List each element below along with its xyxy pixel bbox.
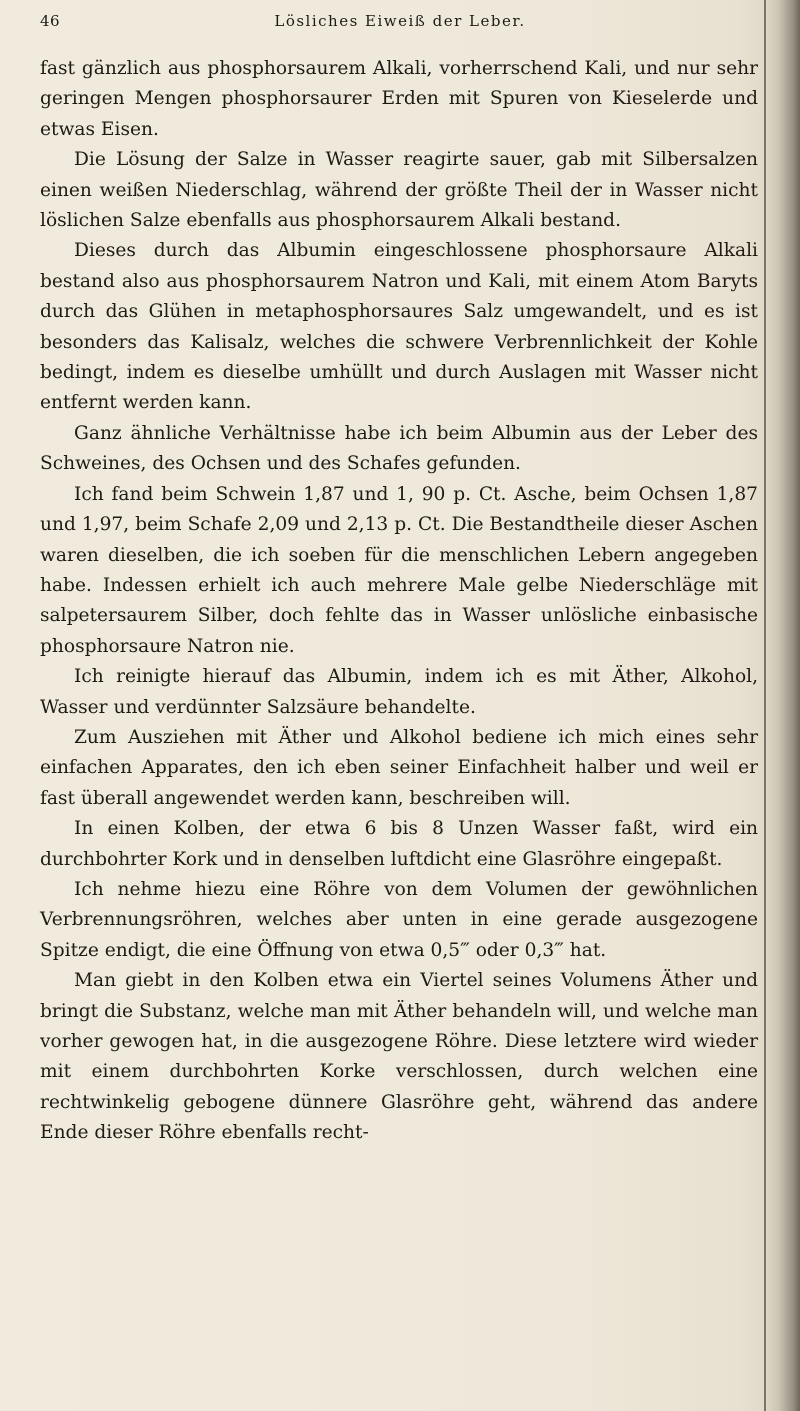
body-text <box>40 54 758 1149</box>
paragraph: Ich fand beim Schwein 1,87 und 1, 90 p. Ct. Asche, beim Ochsen 1,87 und 1,97, beim Schafe 2,09 und 2,13 p. Ct. Die Bestandtheile dieser Aschen waren dieselben, die ich soeben für die menschlichen Lebern angegeben habe. Indessen erhielt ich auch mehrere Male gelbe Niederschläge mit salpetersaurem Silber, doch fehlte das in Wasser unlösliche einbasische phosphorsaure Natron nie. <box>40 483 758 657</box>
paragraph: Ganz ähnliche Verhältnisse habe ich beim Albumin aus der Leber des Schweines, des Ochsen und des Schafes gefunden. <box>40 422 758 475</box>
page-number: 46 <box>40 12 61 30</box>
page-gutter-line <box>764 0 766 1411</box>
paragraph: Dieses durch das Albumin eingeschlossene phosphorsaure Alkali bestand also aus phosphorsaurem Natron und Kali, mit einem Atom Baryts durch das Glühen in metaphosphorsaures Salz umgewandelt, und es ist besonders das Kalisalz, welches die schwere Verbrennlichkeit der Kohle bedingt, indem es dieselbe umhüllt und durch Auslagen mit Wasser nicht entfernt werden kann. <box>40 240 758 414</box>
page-header <box>40 10 760 38</box>
running-head: Lösliches Eiweiß der Leber. <box>274 12 526 30</box>
paragraph: Ich nehme hiezu eine Röhre von dem Volumen der gewöhnlichen Verbrennungsröhren, welches aber unten in eine gerade ausgezogene Spitze endigt, die eine Öffnung von etwa 0,5‴ oder 0,3‴ hat. <box>40 878 758 961</box>
paragraph: Die Lösung der Salze in Wasser reagirte sauer, gab mit Silbersalzen einen weißen Niederschlag, während der größte Theil der in Wasser nicht löslichen Salze ebenfalls aus phosphorsaurem Alkali bestand. <box>40 149 758 232</box>
paragraph: Zum Ausziehen mit Äther und Alkohol bediene ich mich eines sehr einfachen Apparates, den ich eben seiner Einfachheit halber und weil er fast überall angewendet werden kann, beschreiben will. <box>40 726 758 809</box>
paragraph: In einen Kolben, der etwa 6 bis 8 Unzen Wasser faßt, wird ein durchbohrter Kork und in denselben luftdicht eine Glasröhre eingepaßt. <box>40 818 758 870</box>
paragraph: Man giebt in den Kolben etwa ein Viertel seines Volumens Äther und bringt die Substanz, welche man mit Äther behandeln will, und welche man vorher gewogen hat, in die ausgezogene Röhre. Diese letztere wird wieder mit einem durchbohrten Korke verschlossen, durch welchen eine rechtwinkelig gebogene dünnere Glasröhre geht, während das andere Ende dieser Röhre ebenfalls recht- <box>40 970 758 1144</box>
page-edge-shadow <box>764 0 800 1411</box>
paragraph: Ich reinigte hierauf das Albumin, indem ich es mit Äther, Alkohol, Wasser und verdünnter Salzsäure behandelte. <box>40 666 758 718</box>
paragraph: fast gänzlich aus phosphorsaurem Alkali, vorherrschend Kali, und nur sehr geringen Mengen phosphorsaurer Erden mit Spuren von Kieselerde und etwas Eisen. <box>40 58 758 140</box>
